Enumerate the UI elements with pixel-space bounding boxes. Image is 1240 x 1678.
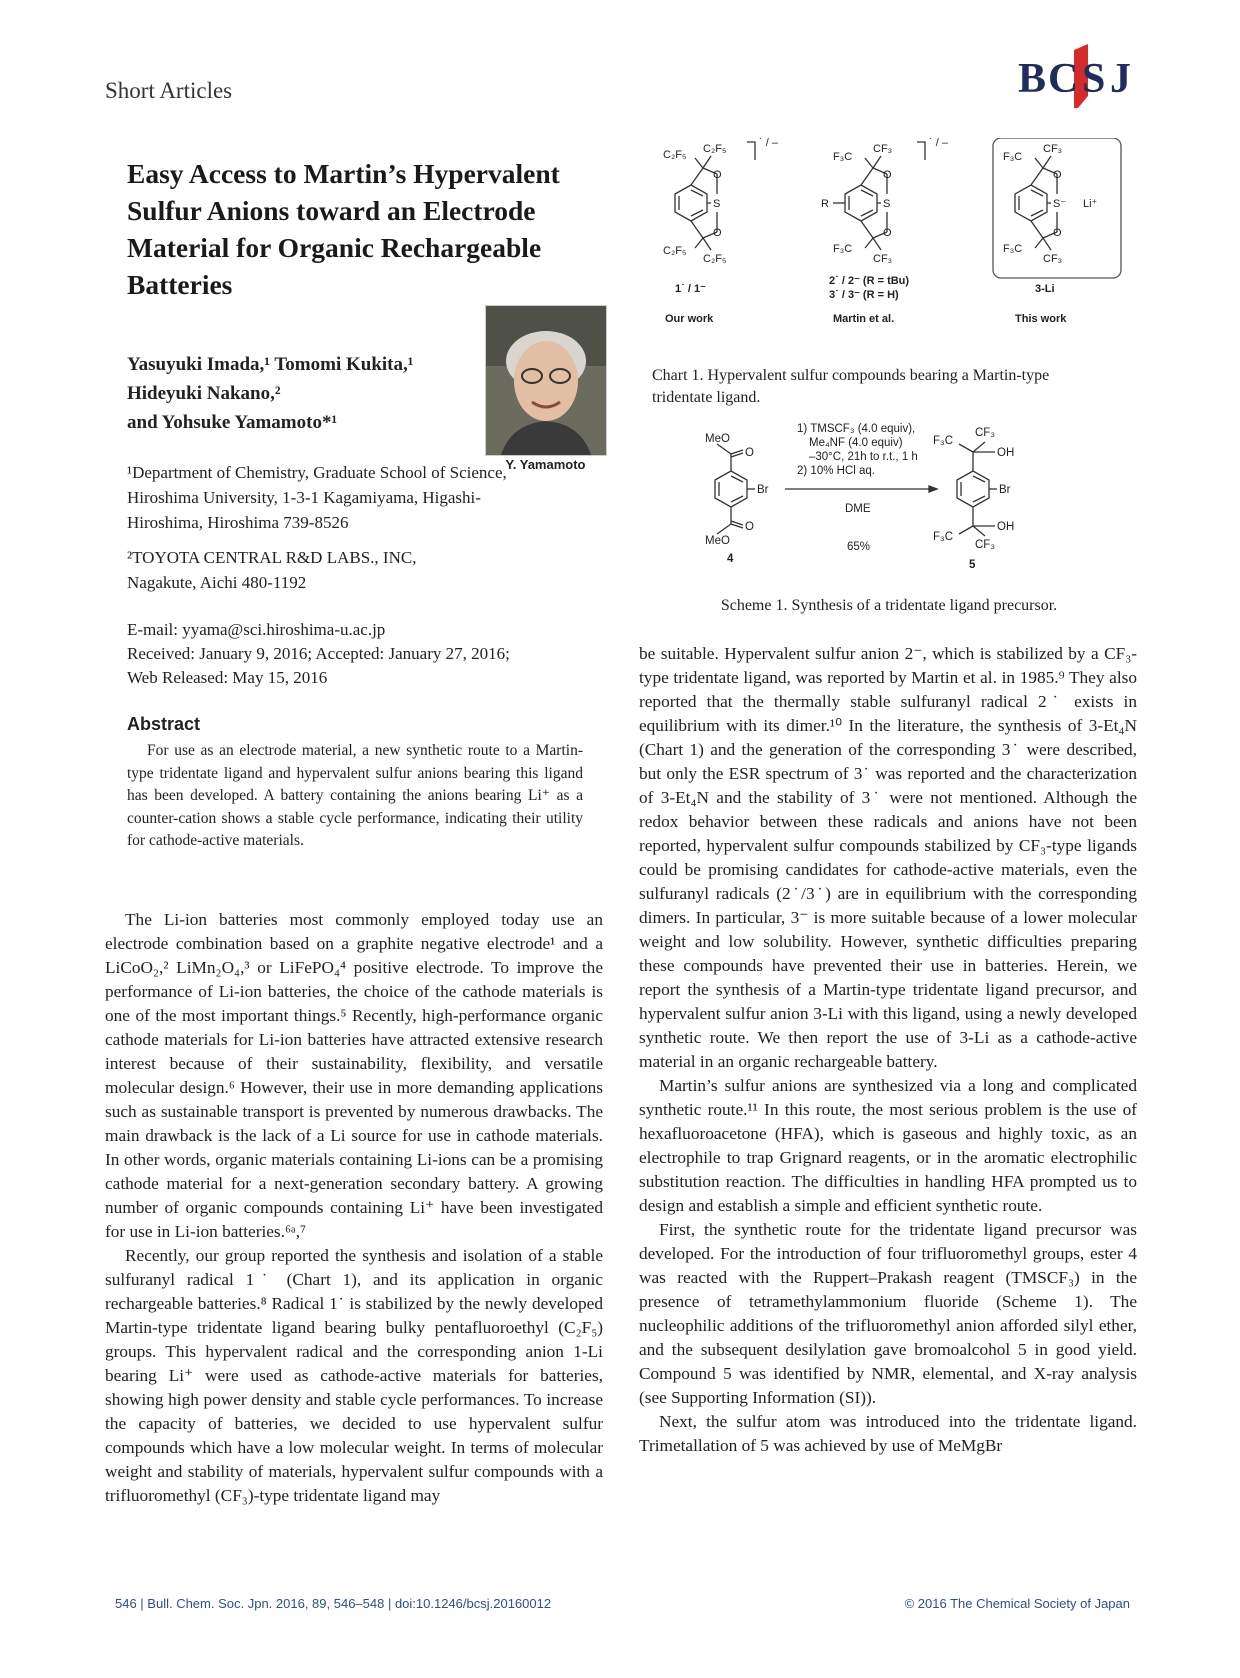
affiliation-1: ¹Department of Chemistry, Graduate School of Science, Hiroshima University, 1-3-1 Kagamiyama, Higashi-Hiroshima, Hiroshima 739-8526	[127, 463, 507, 532]
solvent-label: DME	[845, 503, 871, 515]
svg-text:S: S	[883, 198, 891, 210]
svg-text:MeO: MeO	[705, 433, 730, 445]
svg-text:F₃C: F₃C	[1003, 243, 1023, 255]
affiliation-2: ²TOYOTA CENTRAL R&D LABS., INC, Nagakute, Aichi 480-1192	[127, 548, 417, 592]
footer-copyright: © 2016 The Chemical Society of Japan	[904, 1596, 1130, 1611]
svg-text:CF₃: CF₃	[975, 539, 996, 551]
body-paragraph: The Li-ion batteries most commonly employed today use an electrode combination based on a graphite negative electrode¹ and a LiCoO₂,² LiMn₂O₄,³ or LiFePO₄⁴ positive electrode. To improve the performance of Li-ion batteries, the choice of the cathode materials is one of the most important things.⁵ Recently, high-performance organic cathode materials for Li-ion batteries have attracted extensive research interest because of their sustainability, flexibility, and versatile molecular design.⁶ However, their use in more demanding applications such as sustainable transport is prevented by numerous drawbacks. The main drawback is the lack of a Li source for use in cathode materials. In other words, organic materials containing Li-ions can be a promising cathode material for a next-generation secondary battery. A growing number of organic compounds containing Li⁺ have been investigated for use in Li-ion batteries.⁶ᵃ,⁷	[105, 910, 603, 1241]
svg-text:O: O	[1053, 227, 1062, 239]
chart-group-this-work: This work	[1015, 313, 1067, 325]
svg-text:F₃C: F₃C	[833, 151, 853, 163]
body-paragraph: Next, the sulfur atom was introduced into the tridentate ligand. Trimetallation of 5 was achieved by use of MeMgBr	[639, 1412, 1137, 1455]
svg-text:CF₃: CF₃	[1043, 143, 1063, 155]
yield-label: 65%	[847, 541, 871, 553]
svg-text:CF₃: CF₃	[873, 143, 893, 155]
scheme-1-reaction	[705, 420, 1125, 585]
svg-text:O: O	[883, 227, 892, 239]
body-paragraph: be suitable. Hypervalent sulfur anion 2⁻, which is stabilized by a CF₃-type tridentate ligand, was reported by Martin et al. in 1985.⁹ They also reported that the thermally stable sulfuranyl radical 2˙ exists in equilibrium with its dimer.¹⁰ In the literature, the synthesis of 3-Et₄N (Chart 1) and the generation of the corresponding 3˙ were described, but only the ESR spectrum of 3˙ was reported and the characterization of 3-Et₄N and the stability of 3˙ were not mentioned. Although the redox behavior between these radicals and anions have not been reported, hypervalent sulfur compounds stabilized by CF₃-type ligands could be promising candidates for cathode-active materials, even the sulfuranyl radicals (2˙/3˙) are in equilibrium with the corresponding dimers. In particular, 3⁻ is more suitable because of a lower molecular weight and low solubility. However, synthetic difficulties preparing these compounds have prevented their use in batteries. Herein, we report the synthesis of a Martin-type tridentate ligand precursor, and hypervalent sulfur anion 3-Li with this ligand, using a newly developed synthetic route. We then report the use of 3-Li as a cathode-active material in an organic rechargeable battery.	[639, 644, 1137, 1071]
email: E-mail: yyama@sci.hiroshima-u.ac.jp	[127, 620, 386, 639]
chart-group-martin: Martin et al.	[833, 313, 895, 325]
chart-label-3: 3˙ / 3⁻ (R = H)	[829, 289, 899, 301]
svg-text:Br: Br	[999, 484, 1011, 496]
author-line: Yasuyuki Imada,¹ Tomomi Kukita,¹	[127, 354, 414, 375]
body-paragraph: First, the synthetic route for the tridentate ligand precursor was developed. For the introduction of four trifluoromethyl groups, ester 4 was reacted with the Ruppert–Prakash reagent (TMSCF₃) in the presence of tetramethylammonium fluoride (Scheme 1). The nucleophilic additions of the trifluoromethyl anion afforded silyl ether, and the subsequent desilylation gave bromoalcohol 5 in good yield. Compound 5 was identified by NMR, elemental, and X-ray analysis (see Supporting Information (SI)).	[639, 1220, 1137, 1407]
svg-text:F₃C: F₃C	[833, 243, 853, 255]
chart-label-3-li: 3-Li	[1035, 283, 1055, 295]
section-label: Short Articles	[105, 78, 233, 103]
author-line: and Yohsuke Yamamoto*¹	[127, 412, 338, 433]
compound-4-label: 4	[727, 553, 734, 565]
svg-text:OH: OH	[997, 447, 1015, 459]
svg-text:F₃C: F₃C	[1003, 151, 1023, 163]
condition-2: Me₄NF (4.0 equiv)	[809, 437, 903, 449]
svg-text:C₂F₅: C₂F₅	[703, 253, 727, 265]
abstract-text: For use as an electrode material, a new synthetic route to a Martin-type tridentate ligand and hypervalent sulfur anions bearing this ligand has been developed. A battery containing the anions bearing Li⁺ as a counter-cation shows a stable cycle performance, indicating their utility for cathode-active materials.	[127, 742, 583, 849]
body-paragraph: Martin’s sulfur anions are synthesized via a long and complicated synthetic route.¹¹ In this route, the most serious problem is the use of hexafluoroacetone (HFA), which is gaseous and highly toxic, as an electrophile to trap Grignard reagents, or in the aromatic electrophilic substitution reaction. The difficulties in handling HFA prompted us to design and establish a simple and efficient synthetic route.	[639, 1076, 1137, 1215]
left-column	[105, 908, 603, 1508]
svg-text:O: O	[745, 521, 754, 533]
chart-label-2: 2˙ / 2⁻ (R = tBu)	[829, 275, 910, 287]
svg-text:S: S	[1082, 56, 1106, 102]
svg-text:C₂F₅: C₂F₅	[663, 245, 687, 257]
scheme-1-caption: Scheme 1. Synthesis of a tridentate ligand precursor.	[720, 597, 1058, 614]
svg-text:O: O	[713, 169, 722, 181]
svg-text:C: C	[1048, 56, 1079, 102]
svg-text:˙ / –: ˙ / –	[929, 138, 948, 149]
svg-text:F₃C: F₃C	[933, 435, 954, 447]
svg-text:C₂F₅: C₂F₅	[703, 143, 727, 155]
svg-text:C₂F₅: C₂F₅	[663, 149, 687, 161]
svg-text:CF₃: CF₃	[1043, 253, 1063, 265]
author-line: Hideyuki Nakano,²	[127, 383, 281, 404]
svg-text:O: O	[1053, 169, 1062, 181]
svg-text:O: O	[745, 447, 754, 459]
web-released-date: Web Released: May 15, 2016	[127, 668, 328, 687]
svg-text:Br: Br	[757, 484, 769, 496]
photo-caption: Y. Yamamoto	[505, 457, 586, 472]
footer-citation[interactable]: 546 | Bull. Chem. Soc. Jpn. 2016, 89, 546–548 | doi:10.1246/bcsj.20160012	[115, 1596, 552, 1611]
svg-text:OH: OH	[997, 521, 1015, 533]
svg-text:˙ / –: ˙ / –	[759, 138, 778, 149]
compound-5-label: 5	[969, 559, 976, 571]
journal-logo	[1018, 44, 1140, 110]
svg-text:S: S	[713, 198, 721, 210]
author-photo	[485, 305, 607, 456]
logo-text: B	[1018, 56, 1047, 102]
svg-text:CF₃: CF₃	[975, 427, 996, 439]
condition-3: –30°C, 21h to r.t., 1 h	[809, 451, 918, 463]
svg-text:O: O	[713, 227, 722, 239]
svg-text:R: R	[821, 198, 829, 210]
condition-1: 1) TMSCF₃ (4.0 equiv),	[797, 423, 916, 435]
abstract-heading: Abstract	[127, 714, 201, 734]
chart-group-our-work: Our work	[665, 313, 714, 325]
svg-text:F₃C: F₃C	[933, 531, 954, 543]
right-column	[639, 642, 1137, 1458]
body-paragraph: Recently, our group reported the synthesis and isolation of a stable sulfuranyl radical 1˙ (Chart 1), and its application in organic rechargeable batteries.⁸ Radical 1˙ is stabilized by the newly developed Martin-type tridentate ligand bearing bulky pentafluoroethyl (C₂F₅) groups. This hypervalent radical and the corresponding anion 1-Li bearing Li⁺ were used as cathode-active materials for batteries, showing high power density and stable cycle performances. To increase the capacity of batteries, we decided to use hypervalent sulfur compounds which have a low molecular weight. In terms of molecular weight and stability of materials, hypervalent sulfur compounds with a trifluoromethyl (CF₃)-type tridentate ligand may	[105, 1246, 603, 1505]
svg-text:S⁻: S⁻	[1053, 198, 1067, 210]
condition-4: 2) 10% HCl aq.	[797, 465, 875, 477]
received-date: Received: January 9, 2016; Accepted: January 27, 2016;	[127, 644, 510, 663]
chart-1-caption: Chart 1. Hypervalent sulfur compounds bearing a Martin-type tridentate ligand.	[652, 367, 1050, 406]
svg-text:J: J	[1110, 56, 1131, 102]
chart-label-1: 1˙ / 1⁻	[675, 283, 706, 295]
svg-text:O: O	[883, 169, 892, 181]
svg-text:Li⁺: Li⁺	[1083, 198, 1098, 210]
chart-1-structures	[655, 138, 1125, 358]
article-title: Easy Access to Martin’s Hypervalent Sulfur Anions toward an Electrode Material for Organic Rechargeable Batteries	[127, 158, 560, 300]
author-list	[127, 350, 487, 437]
svg-text:MeO: MeO	[705, 535, 730, 547]
svg-text:CF₃: CF₃	[873, 253, 893, 265]
